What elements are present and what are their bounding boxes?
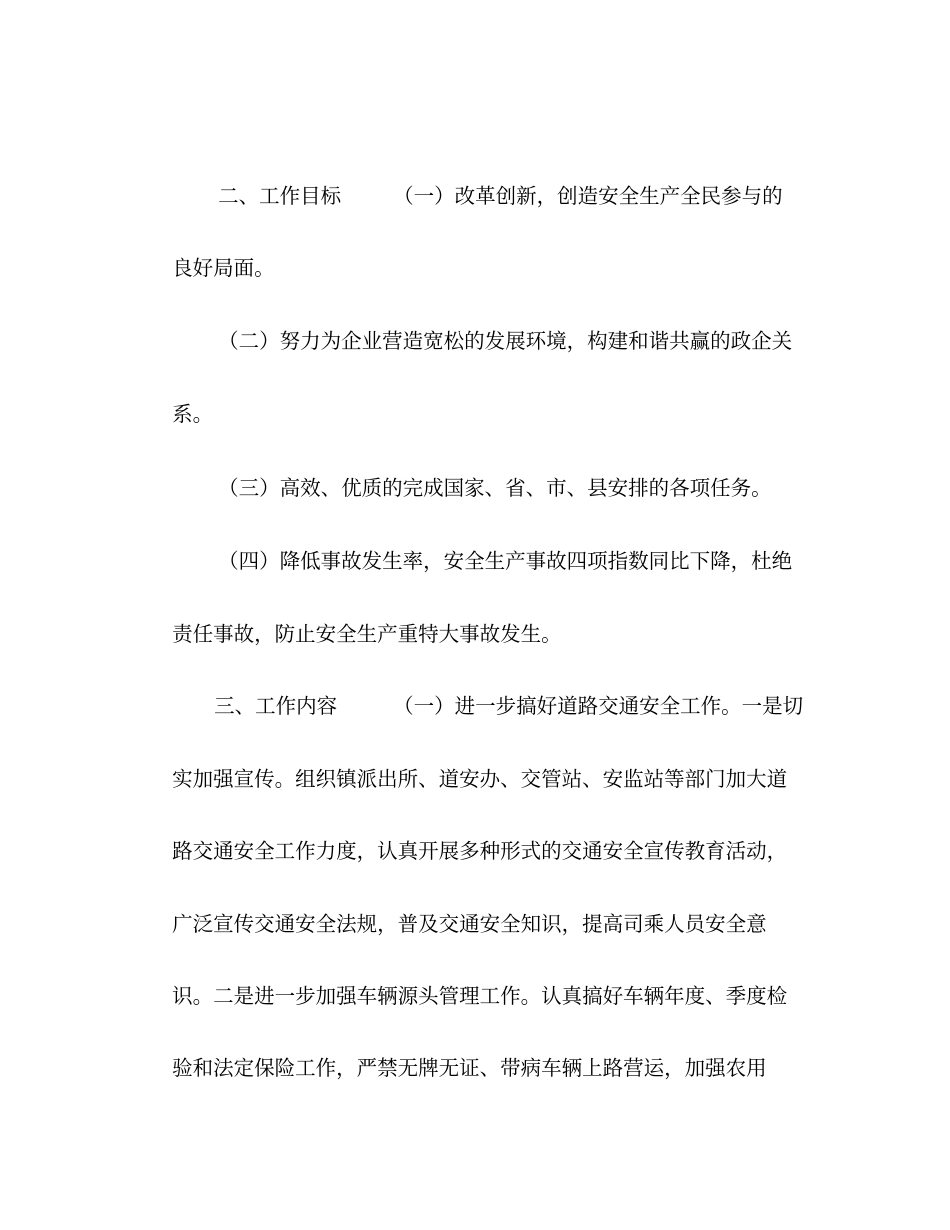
line-text: 识。二是进一步加强车辆源头管理工作。认真搞好车辆年度、季度检 — [172, 984, 788, 1008]
paragraph-line — [192, 281, 812, 353]
section-heading: 三、工作内容 — [214, 694, 338, 718]
line-text: 责任事故，防止安全生产重特大事故发生。 — [172, 622, 562, 646]
line-text: （二）努力为企业营造宽松的发展环境，构建和谐共赢的政企关 — [218, 329, 793, 353]
paragraph-line — [146, 1008, 806, 1080]
paragraph-line — [192, 136, 812, 208]
paragraph-line — [146, 936, 806, 1008]
line-text: 系。 — [172, 402, 214, 426]
line-text: （三）高效、优质的完成国家、省、市、县安排的各项任务。 — [218, 476, 772, 500]
paragraph-line — [146, 791, 806, 863]
paragraph-line — [146, 719, 806, 791]
line-text: 路交通安全工作力度，认真开展多种形式的交通安全宣传教育活动， — [172, 839, 788, 863]
line-text: （一）进一步搞好道路交通安全工作。一是切 — [393, 694, 804, 718]
paragraph-line — [192, 501, 812, 573]
line-text: 实加强宣传。组织镇派出所、道安办、交管站、安监站等部门加大道 — [172, 767, 788, 791]
paragraph-line — [146, 208, 806, 280]
section-heading: 二、工作目标 — [218, 184, 342, 208]
paragraph-line — [192, 428, 812, 500]
line-text: 广泛宣传交通安全法规，普及交通安全知识，提高司乘人员安全意 — [172, 912, 767, 936]
line-text: 验和法定保险工作，严禁无牌无证、带病车辆上路营运，加强农用 — [172, 1056, 767, 1080]
line-text: （四）降低事故发生率，安全生产事故四项指数同比下降，杜绝 — [218, 549, 793, 573]
line-text: （一）改革创新，创造安全生产全民参与的 — [393, 184, 783, 208]
paragraph-line — [188, 646, 812, 718]
paragraph-line — [146, 574, 806, 646]
line-text: 良好局面。 — [172, 256, 275, 280]
paragraph-line — [146, 864, 806, 936]
paragraph-line — [146, 354, 806, 426]
